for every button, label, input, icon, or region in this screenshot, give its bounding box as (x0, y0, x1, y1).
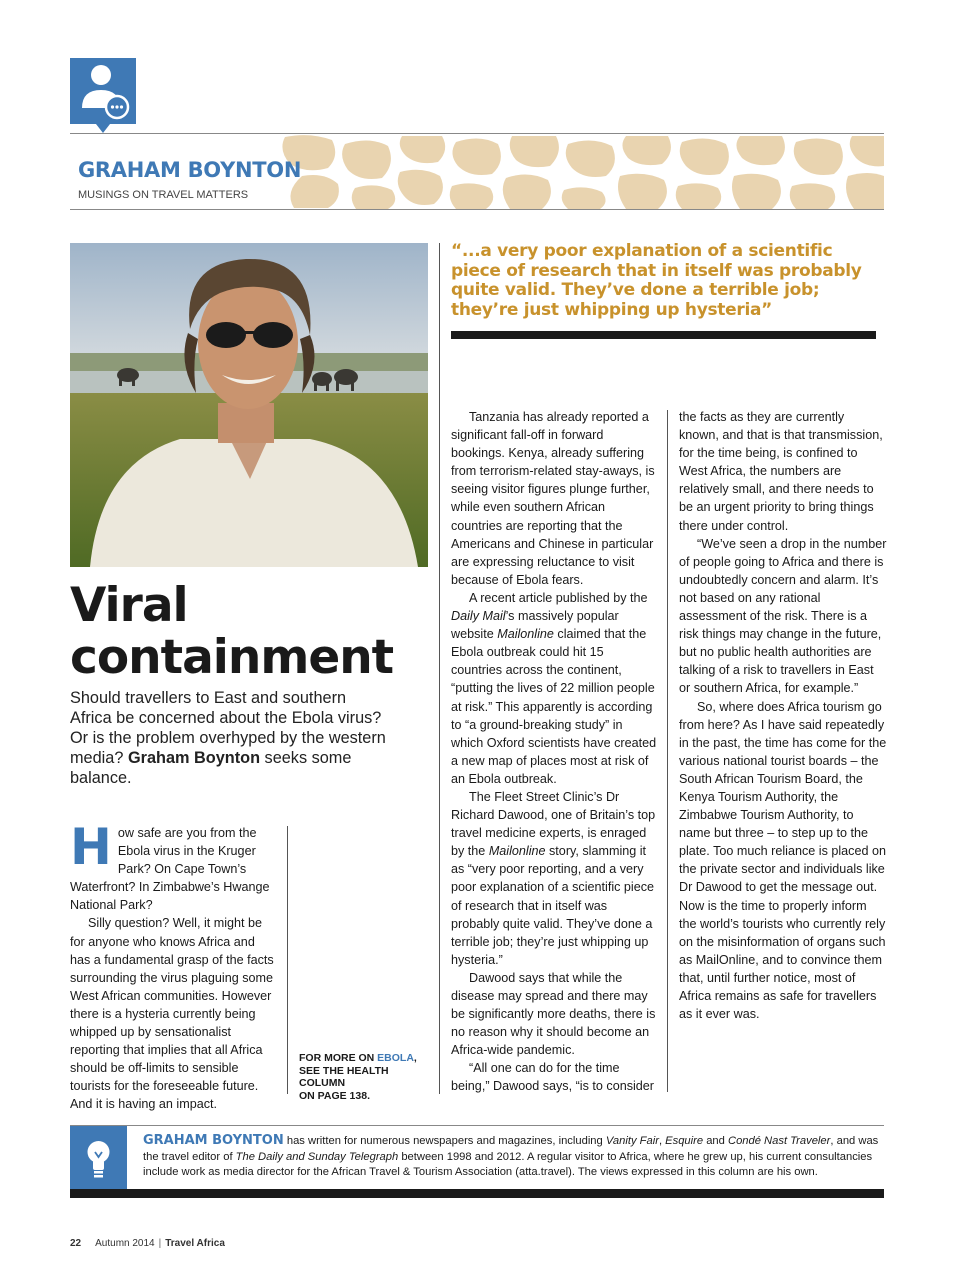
headline: Viral containment (70, 578, 394, 685)
paragraph: Dawood says that while the disease may spread and there may be significantly more deaths, there is no reason why it should become an Africa-wide pandemic. (451, 970, 656, 1058)
more-on-line2: SEE THE HEALTH COLUMN (299, 1064, 389, 1089)
issue-date: Autumn 2014 (95, 1238, 155, 1249)
paragraph: The Fleet Street Clinic’s Dr Richard Dawood, one of Britain’s top travel medicine experts, is enraged by the Mailonline story, slamming it as “very poor reporting, and a very poor explanation of a scientific piece of research that in itself was probably quite valid. They’ve done a terrible job; they’re just whipping up hysteria.” (451, 789, 656, 967)
paragraph: ow safe are you from the Ebola virus in the Kruger Park? On Cape Town’s Waterfront? In Zimbabwe’s Hwange National Park? (70, 826, 270, 913)
paragraph: the facts as they are currently known, and that is that transmission, for the time being, is confined to West Africa, the numbers are relatively small, and there needs to be an urgent priority to bring things there under control. (679, 410, 883, 533)
lightbulb-icon (70, 1126, 127, 1190)
portrait-photo (70, 243, 428, 567)
folio-separator: | (158, 1238, 162, 1249)
column-divider (439, 243, 440, 1094)
standfirst-author: Graham Boynton (127, 749, 261, 767)
paragraph: “We’ve seen a drop in the number of people going to Africa and there is undoubtedly concern and alarm. It’s not based on any rational assessment of the risk. There is a risk things may change in the future, but no public health authorities are talking of a risk to travellers in East or southern Africa, for example.” (679, 536, 887, 696)
column-divider (667, 410, 668, 1092)
more-on-line3: ON PAGE 138. (299, 1089, 370, 1102)
column-divider (287, 826, 288, 1094)
magazine-name: Travel Africa (165, 1238, 225, 1249)
column-icon-box (70, 58, 136, 124)
standfirst-text: Should travellers to East and southern Africa be concerned about the Ebola virus? Or is the problem overhyped by the western media? (70, 689, 386, 767)
bio-icon-box (70, 1126, 127, 1190)
standfirst (70, 688, 390, 788)
more-on-suffix: , (413, 1052, 417, 1064)
paragraph: Tanzania has already reported a significant fall-off in forward bookings. Kenya, already suffering from terrorism-related stay-aways, is seeing visitor figures plunge further, while even southern African countries are reporting that the Americans and Chinese in particular are expressing reluctance to visit because of Ebola fears. (451, 410, 655, 587)
column-subtitle: MUSINGS ON TRAVEL MATTERS (78, 189, 249, 201)
paragraph: A recent article published by the Daily Mail’s massively popular website Mailonline claimed that the Ebola outbreak could hit 15 countries across the continent, “putting the lives of 22 million people at risk.” This apparently is according to “a ground-breaking study” in which Oxford scientists have created a new map of places most at risk of an Ebola outbreak. (451, 590, 657, 786)
more-on-prefix: FOR MORE ON (299, 1052, 378, 1064)
cross-reference-note (299, 1052, 429, 1102)
bio-bottom-rule (70, 1189, 884, 1198)
author-bio-text: GRAHAM BOYNTON has written for numerous newspapers and magazines, including Vanity Fair, Esquire and Condé Nast Traveler, and was the travel editor of The Daily and Sunday Telegraph between 1998 and 2012. A regular visitor to Africa, where he grew up, his current consultancies include work as media director for the African Travel & Tourism Association (atta.travel). The views expressed in this column are his own. (143, 1133, 879, 1179)
standfirst-tail: seeks some balance. (70, 749, 352, 787)
body-column-1 (70, 818, 276, 1114)
pull-quote-rule (451, 331, 876, 339)
page-folio (70, 1238, 225, 1249)
page-number: 22 (70, 1238, 82, 1249)
drop-cap: H (70, 818, 112, 876)
bio-author-name: GRAHAM BOYNTON (143, 1133, 284, 1148)
body-column-3 (679, 408, 887, 1023)
paragraph: So, where does Africa tourism go from here? As I have said repeatedly in the past, the time has come for the various national tourist boards – the South African Tourism Board, the Kenya Tourism Authority, the Zimbabwe Tourism Authority, to name but three – to step up to the plate. Too much reliance is placed on the private sector and individuals like Dr Dawood to get the message out. Now is the time to properly inform the world’s tourists who currently rely on the misinformation of organs such as MailOnline, and to convince them that, until further notice, most of Africa remains as safe for travellers as it ever was. (679, 699, 887, 1022)
person-speech-icon (70, 58, 136, 138)
ebola-link[interactable]: EBOLA (377, 1052, 414, 1064)
pull-quote: “...a very poor explanation of a scientific piece of research that in itself was probably quite valid. They’ve done a terrible job; they’re just whipping up hysteria” (451, 241, 862, 320)
paragraph: “All one can do for the time being,” Dawood says, “is to consider (451, 1061, 654, 1094)
column-author: GRAHAM BOYNTON (78, 158, 302, 182)
body-column-2 (451, 408, 657, 1096)
paragraph: Silly question? Well, it might be for anyone who knows Africa and has a fundamental grasp of the facts surrounding the virus plaguing some West African communities. However there is a hysteria currently being whipped up by sensationalist reporting that implies that all Africa should be off-limits to sensible tourists for the foreseeable future. And it is having an impact. (70, 916, 274, 1112)
